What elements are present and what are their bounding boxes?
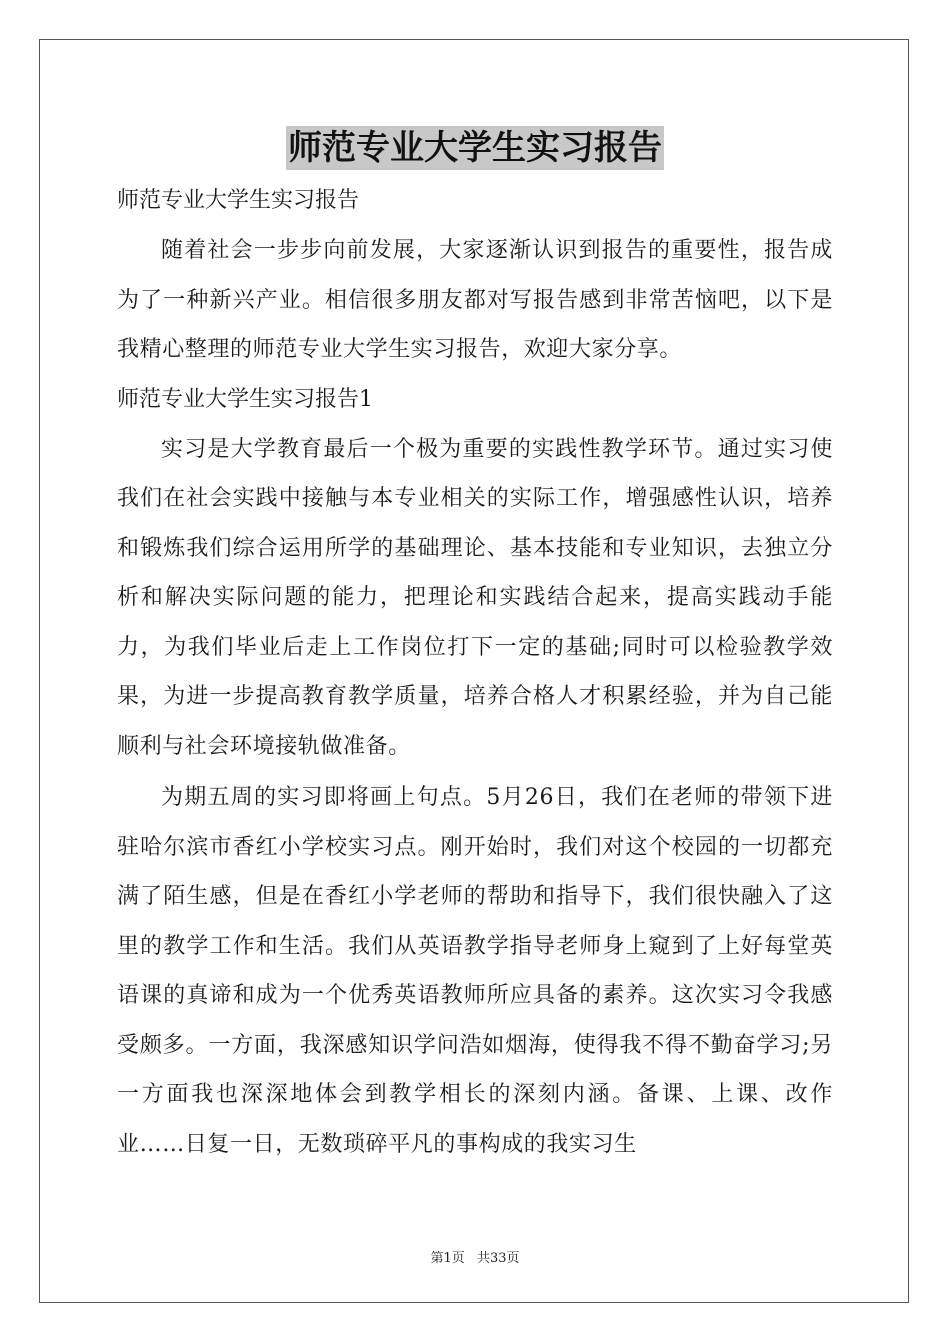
section-heading: 师范专业大学生实习报告1 <box>117 386 373 412</box>
page-number-current: 第1页 <box>430 1251 465 1266</box>
document-subtitle: 师范专业大学生实习报告 <box>117 188 360 213</box>
document-title: 师范专业大学生实习报告 <box>288 128 662 168</box>
body-paragraph-1: 实习是大学教育最后一个极为重要的实践性教学环节。通过实习使我们在社会实践中接触与本专业相关的实际工作，增强感性认识，培养和锻炼我们综合运用所学的基础理论、基本技能和专业知识，去独立分析和解决实际问题的能力，把理论和实践结合起来，提高实践动手能力，为我们毕业后走上工作岗位打下一定的基础;同时可以检验教学效果，为进一步提高教育教学质量，培养合格人才积累经验，并为自己能顺利与社会环境接轨做准备。 <box>117 436 833 759</box>
page-number-total: 共33页 <box>476 1251 520 1266</box>
document-body <box>117 176 833 1169</box>
body-paragraph-2: 为期五周的实习即将画上句点。5月26日，我们在老师的带领下进驻哈尔滨市香红小学校实习点。刚开始时，我们对这个校园的一切都充满了陌生感，但是在香红小学老师的帮助和指导下，我们很快融入了这里的教学工作和生活。我们从英语教学指导老师身上窥到了上好每堂英语课的真谛和成为一个优秀英语教师所应具备的素养。这次实习令我感受颇多。一方面，我深感知识学问浩如烟海，使得我不得不勤奋学习;另一方面我也深深地体会到教学相长的深刻内涵。备课、上课、改作业……日复一日，无数琐碎平凡的事构成的我实习生 <box>117 785 833 1157</box>
page-footer <box>0 1247 950 1266</box>
intro-paragraph: 随着社会一步步向前发展，大家逐渐认识到报告的重要性，报告成为了一种新兴产业。相信很多朋友都对写报告感到非常苦恼吧，以下是我精心整理的师范专业大学生实习报告，欢迎大家分享。 <box>117 238 833 362</box>
title-wrap <box>0 126 950 170</box>
